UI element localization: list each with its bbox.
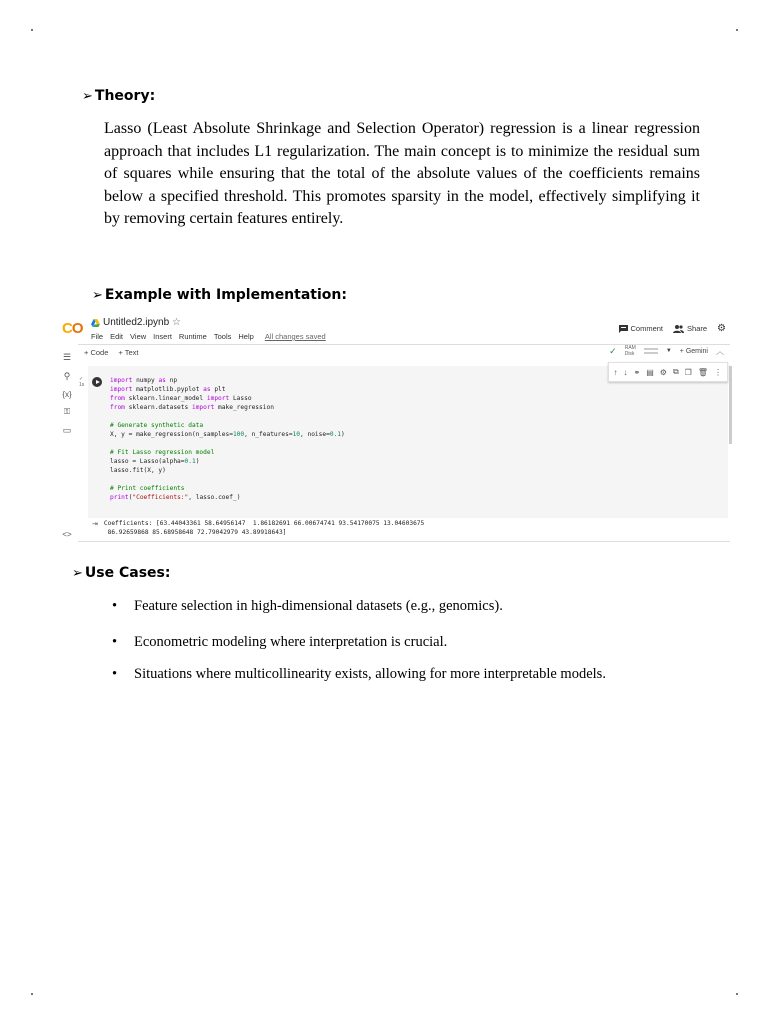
star-icon[interactable]: ☆	[172, 317, 181, 328]
left-sidebar	[60, 352, 74, 539]
cell-toolbar	[608, 362, 728, 382]
save-status[interactable]: All changes saved	[264, 332, 326, 341]
notebook-title[interactable]: Untitled2.ipynb	[103, 317, 170, 328]
theory-paragraph: Lasso (Least Absolute Shrinkage and Selection Operator) regression is a linear regression approach that includes L1 regularization. The main concept is to minimize the residual sum of squares while ensuring that the total of the absolute values of the coefficients remains below a specified threshold. This promotes sparsity in the model, effectively simplifying it by removing certain features entirely.	[104, 120, 700, 227]
output-toggle-icon[interactable]: ⇥	[92, 521, 98, 528]
arrow-bullet-icon: ➢	[92, 287, 103, 303]
corner-mark	[736, 993, 738, 995]
list-item-text: Feature selection in high-dimensional datasets (e.g., genomics).	[134, 598, 503, 614]
code-line: lasso.fit(X, y)	[110, 467, 166, 474]
list-item-text: Econometric modeling where interpretation is crucial.	[134, 634, 448, 650]
delete-icon[interactable]: 🗑	[697, 367, 708, 377]
menu-tools[interactable]: Tools	[213, 332, 232, 341]
list-item: • Situations where multicollinearity exists, allowing for more interpretable models.	[112, 666, 606, 682]
code-line: import matplotlib.pyplot as plt	[110, 386, 226, 393]
add-text-button[interactable]: + Text	[118, 348, 139, 357]
scrollbar[interactable]	[729, 366, 732, 444]
menu-insert[interactable]: Insert	[153, 332, 172, 341]
cell-output	[92, 520, 424, 537]
use-cases-heading	[72, 565, 170, 581]
comment-cell-icon[interactable]: ▤	[646, 367, 654, 377]
menu-runtime[interactable]: Runtime	[178, 332, 207, 341]
variables-icon[interactable]: {x}	[62, 390, 72, 399]
code-line: print("Coefficients:", lasso.coef_)	[110, 494, 241, 501]
menu-file[interactable]: File	[91, 332, 104, 341]
disk-label: Disk	[624, 351, 635, 357]
share-button[interactable]	[673, 324, 707, 333]
mirror-cell-icon[interactable]: ⧉	[672, 367, 679, 376]
settings-gear-icon[interactable]: ⚙	[717, 323, 726, 334]
code-line: # Generate synthetic data	[110, 422, 204, 429]
collapse-chevron-icon[interactable]: ︿	[716, 346, 724, 356]
ram-disk-bars	[644, 348, 658, 354]
search-icon[interactable]: ⚲	[63, 371, 71, 381]
execution-status: ✓ 1s	[79, 376, 85, 388]
move-down-icon[interactable]: ↓	[623, 367, 628, 377]
code-line: X, y = make_regression(n_samples=100, n_features=10, noise=0.1)	[110, 431, 345, 438]
example-heading-text: Example with Implementation:	[104, 287, 347, 303]
code-line: from sklearn.linear_model import Lasso	[110, 395, 252, 402]
runtime-dropdown-icon[interactable]: ▼	[665, 348, 672, 354]
corner-mark	[31, 993, 33, 995]
list-item: • Feature selection in high-dimensional datasets (e.g., genomics).	[112, 598, 503, 614]
add-code-button[interactable]: + Code	[84, 348, 109, 357]
use-cases-heading-text: Use Cases:	[84, 565, 171, 581]
move-up-icon[interactable]: ↑	[613, 367, 618, 377]
share-people-icon	[673, 325, 684, 333]
comment-button[interactable]	[619, 324, 664, 333]
comment-label: Comment	[630, 324, 664, 333]
list-item-text: Situations where multicollinearity exists, allowing for more interpretable models.	[134, 666, 606, 682]
ram-disk-labels[interactable]	[625, 345, 636, 357]
colab-screenshot	[56, 314, 732, 544]
cell-settings-icon[interactable]: ⚙	[659, 367, 667, 377]
arrow-bullet-icon: ➢	[72, 565, 83, 581]
theory-heading-text: Theory:	[94, 88, 156, 104]
table-of-contents-icon[interactable]: ☰	[62, 352, 72, 362]
theory-heading	[82, 88, 155, 104]
corner-mark	[31, 29, 33, 31]
runtime-status	[609, 345, 724, 357]
connected-check-icon: ✓	[609, 345, 617, 356]
corner-mark	[736, 29, 738, 31]
output-line: 86.92659868 85.68958648 72.79042979 43.89918643]	[103, 528, 287, 536]
menu-edit[interactable]: Edit	[110, 332, 124, 341]
example-heading	[92, 287, 347, 303]
header-actions	[619, 323, 727, 334]
arrow-bullet-icon: ➢	[82, 88, 93, 104]
menu-view[interactable]: View	[130, 332, 147, 341]
code-snippets-icon[interactable]: <>	[62, 530, 72, 539]
code-editor[interactable]	[110, 376, 345, 502]
code-line	[110, 475, 345, 484]
code-line	[110, 412, 345, 421]
link-icon[interactable]: ⚭	[633, 367, 641, 377]
run-cell-button[interactable]	[92, 377, 102, 387]
code-line: import numpy as np	[110, 377, 178, 384]
code-line: # Fit Lasso regression model	[110, 449, 215, 456]
files-folder-icon[interactable]: ▭	[62, 425, 72, 435]
more-vert-icon[interactable]: ⋮	[714, 367, 722, 377]
comment-icon	[619, 325, 628, 333]
colab-logo: CO	[62, 320, 83, 337]
output-text	[104, 520, 424, 537]
google-drive-icon	[91, 319, 100, 327]
ram-label: RAM	[624, 345, 636, 351]
share-label: Share	[687, 324, 708, 333]
gemini-button[interactable]: + Gemini	[679, 347, 708, 355]
code-line: from sklearn.datasets import make_regression	[110, 404, 274, 411]
menu-bar	[91, 332, 326, 341]
menu-help[interactable]: Help	[238, 332, 254, 341]
output-line: Coefficients: [63.44043361 58.64956147 1.86182691 66.00674741 93.54170075 13.04603675	[103, 520, 425, 527]
secrets-key-icon[interactable]: ⚿	[63, 407, 71, 416]
list-item: • Econometric modeling where interpretation is crucial.	[112, 634, 448, 650]
copy-icon[interactable]: ❐	[684, 367, 692, 377]
output-divider	[78, 541, 730, 542]
code-line: # Print coefficients	[110, 485, 185, 492]
add-cell-bar	[84, 348, 139, 357]
code-line	[110, 439, 345, 448]
code-line: lasso = Lasso(alpha=0.1)	[110, 458, 200, 465]
